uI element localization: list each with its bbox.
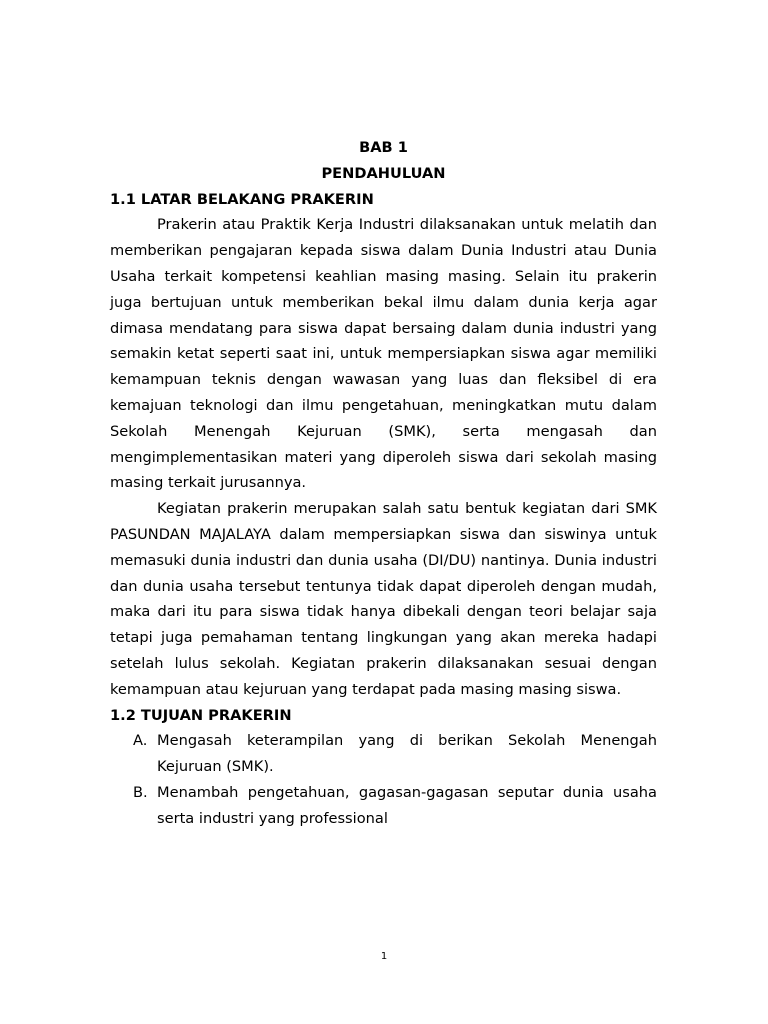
goal-item-text: Mengasah keterampilan yang di berikan Sekolah Menengah Kejuruan (SMK). — [157, 732, 657, 776]
page-number: 1 — [380, 951, 388, 962]
section-heading-background: 1.1 LATAR BELAKANG PRAKERIN — [110, 190, 374, 208]
goal-item-letter: A. — [133, 732, 148, 750]
goal-item-text: Menambah pengetahuan, gagasan-gagasan seputar dunia usaha serta industri yang professional — [157, 783, 657, 827]
goal-item-a — [110, 728, 657, 780]
background-paragraph-2: Kegiatan prakerin merupakan salah satu bentuk kegiatan dari SMK PASUNDAN MAJALAYA dalam mempersiapkan siswa dan siswinya untuk memasuki dunia industri dan dunia usaha (DI/DU) nantinya. Dunia industri dan dunia usaha tersebut tentunya tidak dapat diperoleh dengan mudah, maka dari itu para siswa tidak hanya dibekali dengan teori belajar saja tetapi juga pemahaman tentang lingkungan yang akan mereka hadapi setelah lulus sekolah. Kegiatan prakerin dilaksanakan sesuai dengan kemampuan atau kejuruan yang terdapat pada masing masing siswa. — [110, 500, 657, 698]
goal-item-letter: B. — [133, 783, 148, 801]
background-paragraph-1: Prakerin atau Praktik Kerja Industri dilaksanakan untuk melatih dan memberikan pengajaran kepada siswa dalam Dunia Industri atau Dunia Usaha terkait kompetensi keahlian masing masing. Selain itu prakerin juga bertujuan untuk memberikan bekal ilmu dalam dunia kerja agar dimasa mendatang para siswa dapat bersaing dalam dunia industri yang semakin ketat seperti saat ini, untuk mempersiapkan siswa agar memiliki kemampuan teknis dengan wawasan yang luas dan fleksibel di era kemajuan teknologi dan ilmu pengetahuan, meningkatkan mutu dalam Sekolah Menengah Kejuruan (SMK), serta mengasah dan mengimplementasikan materi yang diperoleh siswa dari sekolah masing masing terkait jurusannya. — [110, 216, 657, 492]
chapter-subtitle: PENDAHULUAN — [321, 164, 446, 182]
goals-list — [110, 728, 657, 831]
chapter-title: BAB 1 — [359, 139, 408, 156]
page-content — [110, 135, 657, 832]
goal-item-b — [110, 780, 657, 832]
section-heading-goals: 1.2 TUJUAN PRAKERIN — [110, 706, 292, 724]
